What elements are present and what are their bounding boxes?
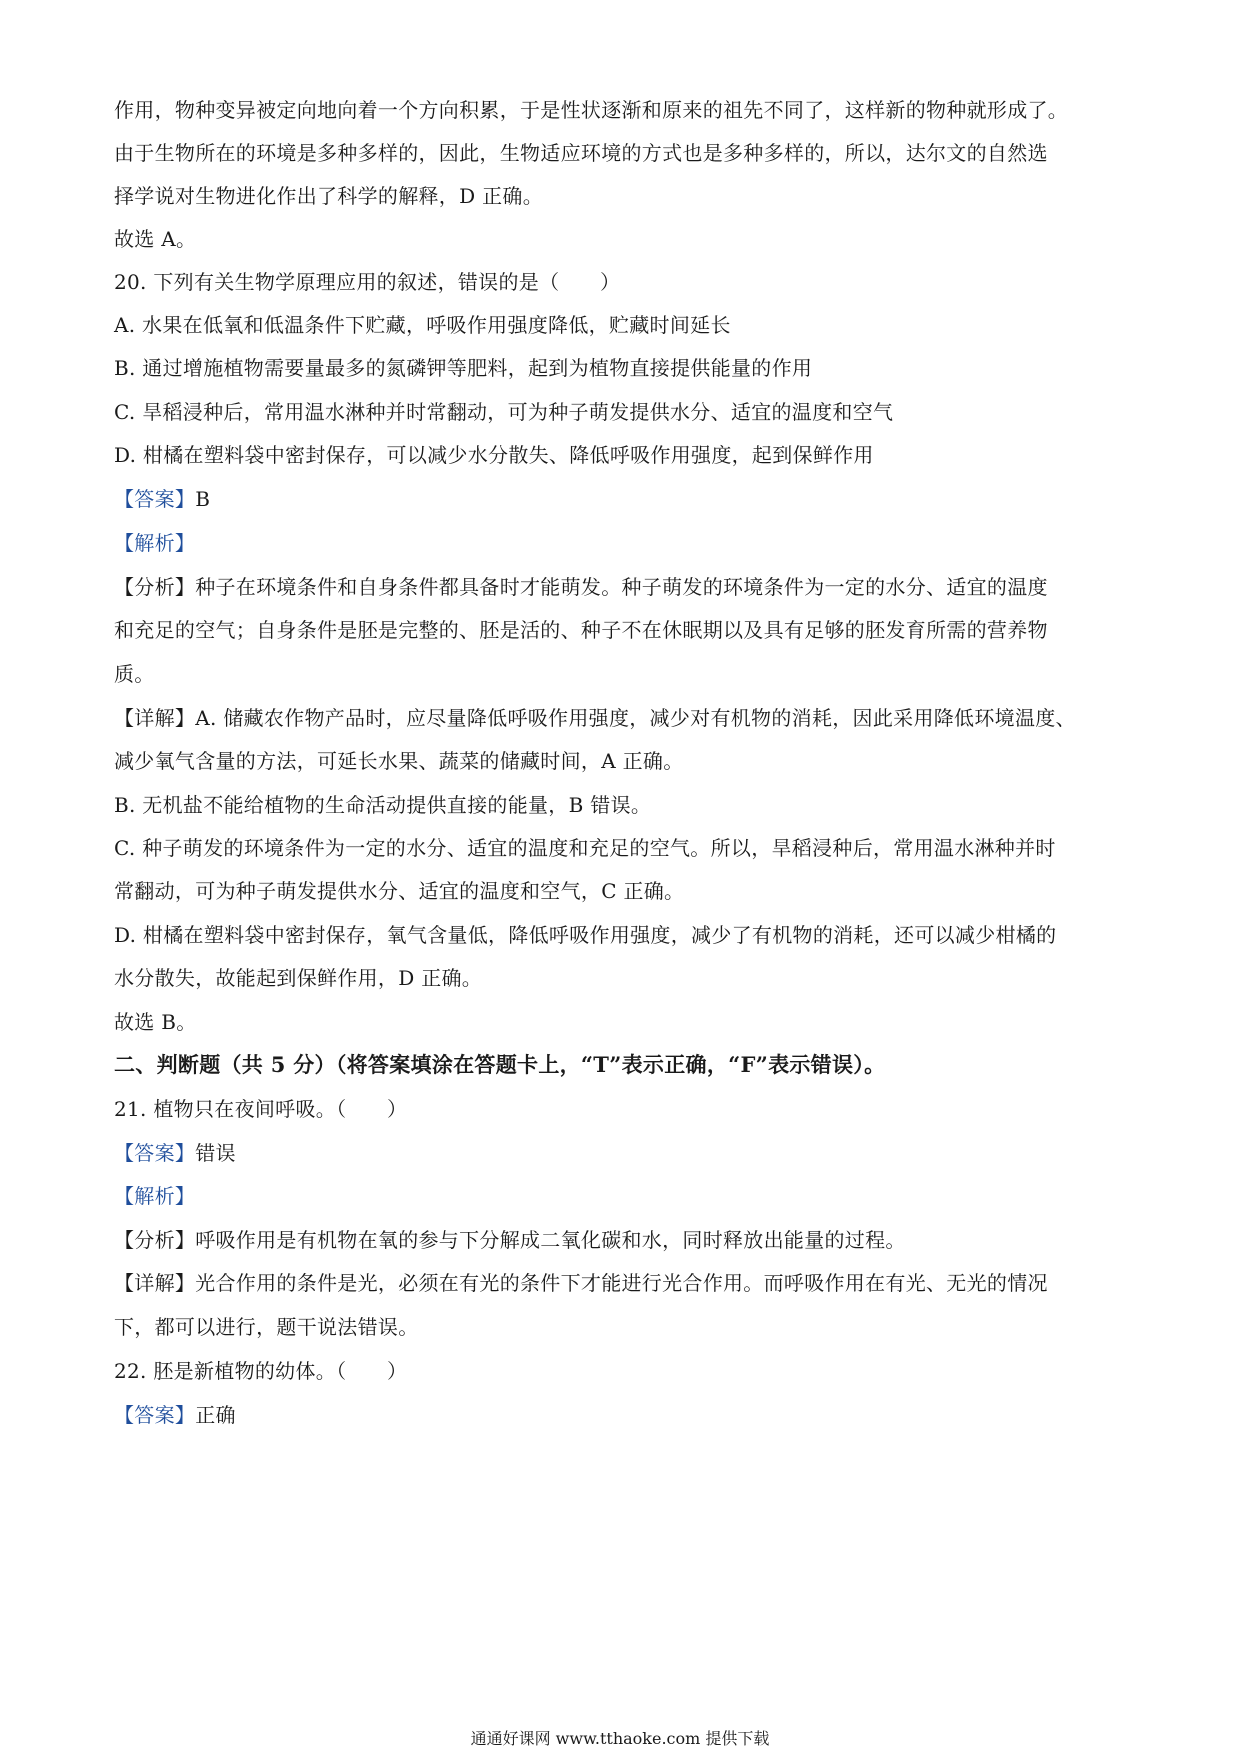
- question-20-option-c: C. 旱稻浸种后，常用温水淋种并时常翻动，可为种子萌发提供水分、适宜的温度和空气: [114, 400, 894, 424]
- question-20-answer: [114, 485, 210, 513]
- analysis-line: 【分析】呼吸作用是有机物在氧的参与下分解成二氧化碳和水，同时释放出能量的过程。: [114, 1228, 906, 1252]
- analysis-line: 和充足的空气；自身条件是胚是完整的、胚是活的、种子不在休眠期以及具有足够的胚发育所需的营养物: [114, 618, 1048, 642]
- question-21-answer: [114, 1139, 236, 1167]
- conclusion-line: 故选 B。: [114, 1010, 197, 1034]
- question-20-option-d: D. 柑橘在塑料袋中密封保存，可以减少水分散失、降低呼吸作用强度，起到保鲜作用: [114, 443, 874, 467]
- conclusion-line: 故选 A。: [114, 227, 197, 251]
- question-20-option-a: A. 水果在低氧和低温条件下贮藏，呼吸作用强度降低，贮藏时间延长: [114, 313, 731, 337]
- section-heading: 二、判断题（共 5 分）（将答案填涂在答题卡上，“T”表示正确，“F”表示错误）。: [114, 1052, 886, 1077]
- detail-line: 【详解】A. 储藏农作物产品时，应尽量降低呼吸作用强度，减少对有机物的消耗，因此采用降低环境温度、: [114, 706, 1076, 730]
- answer-value: B: [195, 487, 211, 511]
- question-21-jiexi: [114, 1182, 195, 1210]
- paragraph-line: 择学说对生物进化作出了科学的解释，D 正确。: [114, 184, 543, 208]
- question-22-answer: [114, 1401, 236, 1429]
- detail-line: 下，都可以进行，题干说法错误。: [114, 1315, 419, 1339]
- jiexi-tag: 【解析】: [114, 1184, 196, 1208]
- detail-line: 减少氧气含量的方法，可延长水果、蔬菜的储藏时间，A 正确。: [114, 749, 684, 773]
- analysis-line: 质。: [114, 662, 155, 686]
- question-20-jiexi: [114, 529, 195, 557]
- question-20-stem: 20. 下列有关生物学原理应用的叙述，错误的是（ ）: [114, 270, 621, 294]
- question-21-stem: 21. 植物只在夜间呼吸。（ ）: [114, 1097, 408, 1121]
- answer-tag: 【答案】: [114, 487, 196, 511]
- jiexi-tag: 【解析】: [114, 531, 196, 555]
- paragraph-line: 作用，物种变异被定向地向着一个方向积累，于是性状逐渐和原来的祖先不同了，这样新的物种就形成了。: [114, 98, 1069, 122]
- paragraph-line: 由于生物所在的环境是多种多样的，因此，生物适应环境的方式也是多种多样的，所以，达尔文的自然选: [114, 141, 1048, 165]
- detail-line: 水分散失，故能起到保鲜作用，D 正确。: [114, 966, 483, 990]
- detail-line: B. 无机盐不能给植物的生命活动提供直接的能量，B 错误。: [114, 793, 652, 817]
- question-20-option-b: B. 通过增施植物需要量最多的氮磷钾等肥料，起到为植物直接提供能量的作用: [114, 356, 813, 380]
- detail-line: 【详解】光合作用的条件是光，必须在有光的条件下才能进行光合作用。而呼吸作用在有光、无光的情况: [114, 1271, 1048, 1295]
- detail-line: C. 种子萌发的环境条件为一定的水分、适宜的温度和充足的空气。所以，旱稻浸种后，常用温水淋种并时: [114, 836, 1056, 860]
- detail-line: D. 柑橘在塑料袋中密封保存，氧气含量低，降低呼吸作用强度，减少了有机物的消耗，还可以减少柑橘的: [114, 923, 1057, 947]
- analysis-line: 【分析】种子在环境条件和自身条件都具备时才能萌发。种子萌发的环境条件为一定的水分、适宜的温度: [114, 575, 1048, 599]
- answer-value: 错误: [195, 1141, 236, 1165]
- detail-line: 常翻动，可为种子萌发提供水分、适宜的温度和空气，C 正确。: [114, 879, 685, 903]
- answer-tag: 【答案】: [114, 1141, 196, 1165]
- answer-value: 正确: [195, 1403, 236, 1427]
- page-footer: 通通好课网 www.tthaoke.com 提供下载: [470, 1729, 770, 1748]
- answer-tag: 【答案】: [114, 1403, 196, 1427]
- question-22-stem: 22. 胚是新植物的幼体。（ ）: [114, 1359, 408, 1383]
